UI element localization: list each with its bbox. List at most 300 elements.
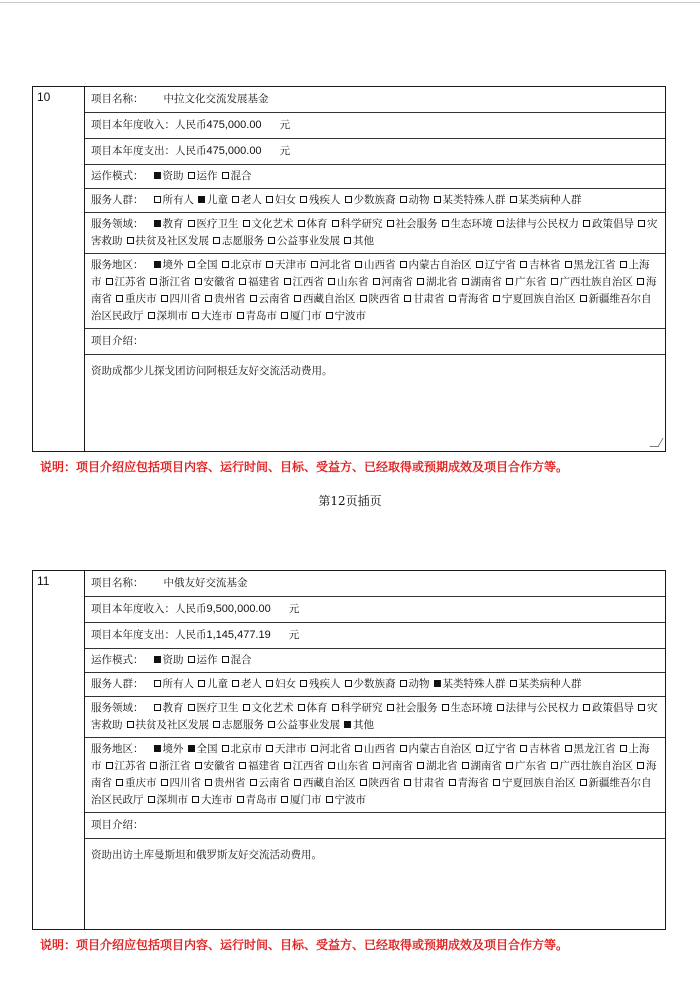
checkbox-icon[interactable] <box>213 237 220 244</box>
checkbox-icon[interactable] <box>493 295 500 302</box>
checkbox-icon[interactable] <box>154 656 161 663</box>
service-region-option <box>262 743 307 755</box>
checkbox-icon[interactable] <box>345 680 352 687</box>
service-domain-option <box>184 218 239 230</box>
checkbox-icon[interactable] <box>150 278 157 285</box>
checkbox-icon[interactable] <box>404 295 411 302</box>
service-population-option <box>396 678 430 690</box>
checkbox-icon[interactable] <box>583 704 590 711</box>
service-domain-option <box>123 719 210 731</box>
service-domain-option <box>493 218 580 230</box>
service-domain-option <box>340 235 374 247</box>
service-region-label: 服务地区： <box>91 743 144 755</box>
service-domain-option <box>383 218 438 230</box>
operation-mode-option <box>150 170 184 182</box>
service-population-option <box>262 194 296 206</box>
checkbox-icon[interactable] <box>506 278 513 285</box>
service-region-option-label: 山西省 <box>364 259 396 271</box>
checkbox-icon[interactable] <box>188 172 195 179</box>
service-region-option-label: 陕西省 <box>368 293 400 305</box>
service-population-row <box>85 673 665 697</box>
service-region-option <box>400 777 445 789</box>
service-domain-option <box>383 702 438 714</box>
checkbox-icon[interactable] <box>239 278 246 285</box>
project-record-11 <box>32 570 666 930</box>
service-population-label: 服务人群： <box>91 678 144 690</box>
checkbox-icon[interactable] <box>551 278 558 285</box>
service-region-option-label: 天津市 <box>275 743 307 755</box>
checkbox-icon[interactable] <box>154 680 161 687</box>
checkbox-icon[interactable] <box>192 796 199 803</box>
service-region-option-label: 天津市 <box>275 259 307 271</box>
project-name-value[interactable]: 中拉文化交流发展基金 <box>163 93 269 105</box>
service-domain-option <box>239 218 294 230</box>
checkbox-icon[interactable] <box>311 745 318 752</box>
checkbox-icon[interactable] <box>332 704 339 711</box>
checkbox-icon[interactable] <box>373 762 380 769</box>
checkbox-icon[interactable] <box>154 745 161 752</box>
service-region-option-label: 黑龙江省 <box>573 259 616 271</box>
service-region-option <box>445 777 490 789</box>
checkbox-icon[interactable] <box>373 278 380 285</box>
checkbox-icon[interactable] <box>311 261 318 268</box>
service-region-option-label: 新疆维吾尔自治区民政厅 <box>91 293 652 322</box>
checkbox-icon[interactable] <box>344 237 351 244</box>
service-region-option-label: 广西壮族自治区 <box>559 276 633 288</box>
service-region-option <box>233 310 278 322</box>
checkbox-icon[interactable] <box>497 704 504 711</box>
checkbox-icon[interactable] <box>434 196 441 203</box>
service-domain-row <box>85 697 665 738</box>
checkbox-icon[interactable] <box>345 196 352 203</box>
service-region-option-label: 辽宁省 <box>484 743 516 755</box>
intro-text: 资助成都少儿探戈团访问阿根廷友好交流活动费用。 <box>91 365 333 377</box>
service-population-option-label: 某类病种人群 <box>518 678 582 690</box>
checkbox-icon[interactable] <box>400 196 407 203</box>
service-domain-option-label: 文化艺术 <box>251 702 294 714</box>
service-region-option-label: 云南省 <box>258 777 290 789</box>
service-region-option-label: 湖南省 <box>470 760 502 772</box>
checkbox-icon[interactable] <box>148 796 155 803</box>
project-name-value[interactable]: 中俄友好交流基金 <box>163 577 248 589</box>
checkbox-icon[interactable] <box>222 261 229 268</box>
checkbox-icon[interactable] <box>404 779 411 786</box>
checkbox-icon[interactable] <box>442 220 449 227</box>
checkbox-icon[interactable] <box>520 745 527 752</box>
checkbox-icon[interactable] <box>462 762 469 769</box>
service-region-option <box>201 293 246 305</box>
service-domain-option <box>150 218 184 230</box>
checkbox-icon[interactable] <box>332 220 339 227</box>
service-region-option-label: 宁波市 <box>334 794 366 806</box>
service-region-option <box>502 276 547 288</box>
service-domain-option <box>184 702 239 714</box>
checkbox-icon[interactable] <box>326 312 333 319</box>
checkbox-icon[interactable] <box>154 704 161 711</box>
service-region-option-label: 境外 <box>162 743 184 755</box>
checkbox-icon[interactable] <box>266 261 273 268</box>
service-region-option-label: 全国 <box>196 259 218 271</box>
intro-textarea[interactable] <box>85 355 665 386</box>
service-region-option-label: 辽宁省 <box>484 259 516 271</box>
checkbox-icon[interactable] <box>127 721 134 728</box>
service-region-option <box>307 259 352 271</box>
page-top-rule <box>0 2 700 3</box>
service-region-option <box>191 760 236 772</box>
checkbox-icon[interactable] <box>154 261 161 268</box>
expense-value[interactable]: 475,000.00 <box>206 145 262 157</box>
service-region-option <box>144 794 189 806</box>
checkbox-icon[interactable] <box>154 196 161 203</box>
service-domain-option-label: 其他 <box>353 719 374 731</box>
checkbox-icon[interactable] <box>281 796 288 803</box>
service-domain-label: 服务领域： <box>91 702 144 714</box>
checkbox-icon[interactable] <box>284 762 291 769</box>
service-region-option <box>356 777 401 789</box>
service-region-option-label: 广东省 <box>515 760 547 772</box>
checkbox-icon[interactable] <box>417 762 424 769</box>
service-region-option <box>112 293 157 305</box>
service-domain-option <box>209 235 264 247</box>
service-region-option-label: 山东省 <box>337 760 369 772</box>
service-population-option-label: 所有人 <box>162 194 194 206</box>
checkbox-icon[interactable] <box>195 762 202 769</box>
checkbox-icon[interactable] <box>580 295 587 302</box>
checkbox-icon[interactable] <box>188 220 195 227</box>
checkbox-icon[interactable] <box>400 680 407 687</box>
service-region-option-label: 广东省 <box>515 276 547 288</box>
service-region-option <box>307 743 352 755</box>
checkbox-icon[interactable] <box>476 745 483 752</box>
checkbox-icon[interactable] <box>266 196 273 203</box>
service-region-option-label: 甘肃省 <box>413 777 445 789</box>
service-population-option-label: 动物 <box>408 194 430 206</box>
checkbox-icon[interactable] <box>281 312 288 319</box>
service-region-option-label: 安徽省 <box>203 760 235 772</box>
income-label: 项目本年度收入： <box>91 119 175 131</box>
service-domain-option-label: 生态环境 <box>450 702 493 714</box>
intro-text: 资助出访土库曼斯坦和俄罗斯友好交流活动费用。 <box>91 849 322 861</box>
service-region-option <box>262 259 307 271</box>
checkbox-icon[interactable] <box>205 779 212 786</box>
checkbox-icon[interactable] <box>298 220 305 227</box>
record-fields <box>85 571 665 929</box>
service-region-option <box>472 259 517 271</box>
service-region-option-label: 河南省 <box>381 760 413 772</box>
operation-mode-option-label: 资助 <box>162 170 184 182</box>
checkbox-icon[interactable] <box>243 704 250 711</box>
operation-mode-label: 运作模式： <box>91 170 144 182</box>
service-region-option <box>246 293 291 305</box>
service-domain-option <box>493 702 580 714</box>
checkbox-icon[interactable] <box>300 196 307 203</box>
service-region-option <box>413 760 458 772</box>
service-region-option-label: 重庆市 <box>125 777 157 789</box>
service-population-option-label: 儿童 <box>207 194 228 206</box>
service-region-option <box>400 293 445 305</box>
service-region-option-label: 吉林省 <box>529 259 561 271</box>
service-domain-option <box>239 702 294 714</box>
service-region-option-label: 青岛市 <box>245 794 277 806</box>
service-population-option <box>430 194 506 206</box>
service-region-option-label: 内蒙古自治区 <box>408 259 472 271</box>
intro-textarea[interactable] <box>85 839 665 870</box>
checkbox-icon[interactable] <box>551 762 558 769</box>
income-value[interactable]: 9,500,000.00 <box>206 603 271 615</box>
checkbox-icon[interactable] <box>154 172 161 179</box>
checkbox-icon[interactable] <box>449 779 456 786</box>
instruction-note-2: 说明：项目介绍应包括项目内容、运行时间、目标、受益方、已经取得或预期成效及项目合作方等。 <box>40 938 569 952</box>
service-domain-option <box>328 218 383 230</box>
checkbox-icon[interactable] <box>300 680 307 687</box>
service-region-option <box>472 743 517 755</box>
checkbox-icon[interactable] <box>638 704 645 711</box>
checkbox-icon[interactable] <box>583 220 590 227</box>
resize-handle-icon[interactable] <box>649 438 663 447</box>
service-domain-option-label: 医疗卫生 <box>196 702 239 714</box>
checkbox-icon[interactable] <box>328 278 335 285</box>
service-region-option <box>277 794 322 806</box>
service-region-option <box>324 760 369 772</box>
expense-row <box>85 623 665 649</box>
checkbox-icon[interactable] <box>510 196 517 203</box>
checkbox-icon[interactable] <box>417 278 424 285</box>
service-region-option <box>277 310 322 322</box>
service-region-option <box>150 743 184 755</box>
service-domain-option-label: 医疗卫生 <box>196 218 239 230</box>
checkbox-icon[interactable] <box>150 762 157 769</box>
checkbox-icon[interactable] <box>116 779 123 786</box>
checkbox-icon[interactable] <box>510 680 517 687</box>
record-number-cell <box>33 571 85 929</box>
service-domain-option <box>579 218 634 230</box>
checkbox-icon[interactable] <box>106 762 113 769</box>
service-region-option <box>146 276 191 288</box>
checkbox-icon[interactable] <box>266 680 273 687</box>
project-record-10 <box>32 86 666 452</box>
service-region-option-label: 陕西省 <box>368 777 400 789</box>
checkbox-icon[interactable] <box>127 237 134 244</box>
project-name-label: 项目名称： <box>91 93 144 105</box>
service-population-option <box>341 194 396 206</box>
service-region-option-label: 宁夏回族自治区 <box>502 293 576 305</box>
checkbox-icon[interactable] <box>294 295 301 302</box>
service-population-option-label: 少数族裔 <box>353 194 396 206</box>
service-domain-option-label: 志愿服务 <box>222 719 264 731</box>
service-population-option <box>228 194 262 206</box>
service-region-option <box>184 259 218 271</box>
service-domain-option-label: 教育 <box>162 218 184 230</box>
checkbox-icon[interactable] <box>237 312 244 319</box>
checkbox-icon[interactable] <box>237 796 244 803</box>
checkbox-icon[interactable] <box>638 220 645 227</box>
checkbox-icon[interactable] <box>188 656 195 663</box>
checkbox-icon[interactable] <box>268 721 275 728</box>
service-region-option-label: 北京市 <box>230 743 262 755</box>
service-region-option-label: 河南省 <box>381 276 413 288</box>
checkbox-icon[interactable] <box>106 278 113 285</box>
checkbox-icon[interactable] <box>198 680 205 687</box>
checkbox-icon[interactable] <box>506 762 513 769</box>
service-region-option <box>280 760 325 772</box>
checkbox-icon[interactable] <box>188 261 195 268</box>
checkbox-icon[interactable] <box>476 261 483 268</box>
service-region-option-label: 全国 <box>196 743 218 755</box>
checkbox-icon[interactable] <box>355 745 362 752</box>
checkbox-icon[interactable] <box>239 762 246 769</box>
service-region-option-label: 宁波市 <box>334 310 366 322</box>
service-region-option <box>369 276 414 288</box>
income-value[interactable]: 475,000.00 <box>206 119 262 131</box>
service-region-option-label: 西藏自治区 <box>303 777 356 789</box>
service-region-option <box>516 743 561 755</box>
checkbox-icon[interactable] <box>232 680 239 687</box>
service-domain-option-label: 社会服务 <box>395 218 438 230</box>
service-population-option <box>396 194 430 206</box>
checkbox-icon[interactable] <box>161 779 168 786</box>
checkbox-icon[interactable] <box>205 295 212 302</box>
service-region-option <box>112 777 157 789</box>
service-region-option <box>144 310 189 322</box>
service-region-option <box>184 743 218 755</box>
checkbox-icon[interactable] <box>266 745 273 752</box>
checkbox-icon[interactable] <box>284 278 291 285</box>
service-region-option-label: 青岛市 <box>245 310 277 322</box>
service-region-option <box>102 760 147 772</box>
checkbox-icon[interactable] <box>188 745 195 752</box>
service-region-option-label: 浙江省 <box>159 760 191 772</box>
service-domain-option-label: 体育 <box>306 218 328 230</box>
service-region-option <box>561 743 616 755</box>
expense-unit: 元 <box>279 145 291 157</box>
service-region-option <box>246 777 291 789</box>
service-population-option-label: 某类特殊人群 <box>442 194 506 206</box>
checkbox-icon[interactable] <box>434 680 441 687</box>
service-region-option <box>102 276 147 288</box>
service-region-option <box>290 293 356 305</box>
service-region-option-label: 大连市 <box>201 310 233 322</box>
checkbox-icon[interactable] <box>462 278 469 285</box>
checkbox-icon[interactable] <box>213 721 220 728</box>
checkbox-icon[interactable] <box>268 237 275 244</box>
service-region-option-label: 吉林省 <box>529 743 561 755</box>
checkbox-icon[interactable] <box>161 295 168 302</box>
record-number: 11 <box>37 574 50 588</box>
checkbox-icon[interactable] <box>188 704 195 711</box>
checkbox-icon[interactable] <box>387 220 394 227</box>
checkbox-icon[interactable] <box>497 220 504 227</box>
checkbox-icon[interactable] <box>442 704 449 711</box>
service-population-option <box>150 678 195 690</box>
checkbox-icon[interactable] <box>298 704 305 711</box>
service-region-option <box>547 760 634 772</box>
checkbox-icon[interactable] <box>232 196 239 203</box>
project-name-row <box>85 571 665 597</box>
service-domain-option <box>294 702 328 714</box>
checkbox-icon[interactable] <box>250 779 257 786</box>
service-region-option <box>489 293 576 305</box>
expense-value[interactable]: 1,145,477.19 <box>206 629 271 641</box>
checkbox-icon[interactable] <box>449 295 456 302</box>
service-region-option-label: 安徽省 <box>203 276 235 288</box>
checkbox-icon[interactable] <box>148 312 155 319</box>
service-region-option <box>324 276 369 288</box>
expense-currency: 人民币 <box>175 145 207 157</box>
checkbox-icon[interactable] <box>565 261 572 268</box>
service-region-option-label: 青海省 <box>457 293 489 305</box>
service-region-option-label: 境外 <box>162 259 184 271</box>
service-region-option-label: 河北省 <box>319 743 351 755</box>
service-region-option <box>235 760 280 772</box>
checkbox-icon[interactable] <box>360 295 367 302</box>
checkbox-icon[interactable] <box>637 278 644 285</box>
service-population-option <box>194 194 228 206</box>
checkbox-icon[interactable] <box>580 779 587 786</box>
operation-mode-option <box>218 170 252 182</box>
service-region-option <box>516 259 561 271</box>
service-population-option <box>228 678 262 690</box>
service-region-option <box>218 743 263 755</box>
service-region-option <box>502 760 547 772</box>
checkbox-icon[interactable] <box>243 220 250 227</box>
checkbox-icon[interactable] <box>400 261 407 268</box>
checkbox-icon[interactable] <box>250 295 257 302</box>
intro-label-row <box>85 329 665 355</box>
operation-mode-row <box>85 165 665 189</box>
checkbox-icon[interactable] <box>520 261 527 268</box>
service-region-option <box>157 777 202 789</box>
checkbox-icon[interactable] <box>360 779 367 786</box>
service-region-option-label: 大连市 <box>201 794 233 806</box>
checkbox-icon[interactable] <box>620 261 627 268</box>
service-domain-option-label: 法律与公民权力 <box>505 218 579 230</box>
service-region-option-label: 海南省 <box>91 276 657 305</box>
checkbox-icon[interactable] <box>195 278 202 285</box>
service-region-option-label: 内蒙古自治区 <box>408 743 472 755</box>
checkbox-icon[interactable] <box>192 312 199 319</box>
checkbox-icon[interactable] <box>326 796 333 803</box>
checkbox-icon[interactable] <box>294 779 301 786</box>
operation-mode-option <box>184 170 218 182</box>
checkbox-icon[interactable] <box>387 704 394 711</box>
checkbox-icon[interactable] <box>222 745 229 752</box>
checkbox-icon[interactable] <box>637 762 644 769</box>
checkbox-icon[interactable] <box>620 745 627 752</box>
income-unit: 元 <box>279 119 291 131</box>
service-population-option <box>262 678 296 690</box>
service-domain-option <box>209 719 264 731</box>
service-population-option-label: 所有人 <box>162 678 194 690</box>
service-domain-option <box>579 702 634 714</box>
operation-mode-option-label: 资助 <box>162 654 184 666</box>
checkbox-icon[interactable] <box>400 745 407 752</box>
service-region-option <box>233 794 278 806</box>
checkbox-icon[interactable] <box>154 220 161 227</box>
checkbox-icon[interactable] <box>344 721 351 728</box>
checkbox-icon[interactable] <box>222 656 229 663</box>
service-domain-label: 服务领域： <box>91 218 144 230</box>
checkbox-icon[interactable] <box>355 261 362 268</box>
checkbox-icon[interactable] <box>198 196 205 203</box>
checkbox-icon[interactable] <box>222 172 229 179</box>
checkbox-icon[interactable] <box>328 762 335 769</box>
service-population-option <box>341 678 396 690</box>
service-population-option-label: 老人 <box>241 678 262 690</box>
checkbox-icon[interactable] <box>116 295 123 302</box>
service-population-option-label: 妇女 <box>275 678 296 690</box>
checkbox-icon[interactable] <box>493 779 500 786</box>
checkbox-icon[interactable] <box>565 745 572 752</box>
